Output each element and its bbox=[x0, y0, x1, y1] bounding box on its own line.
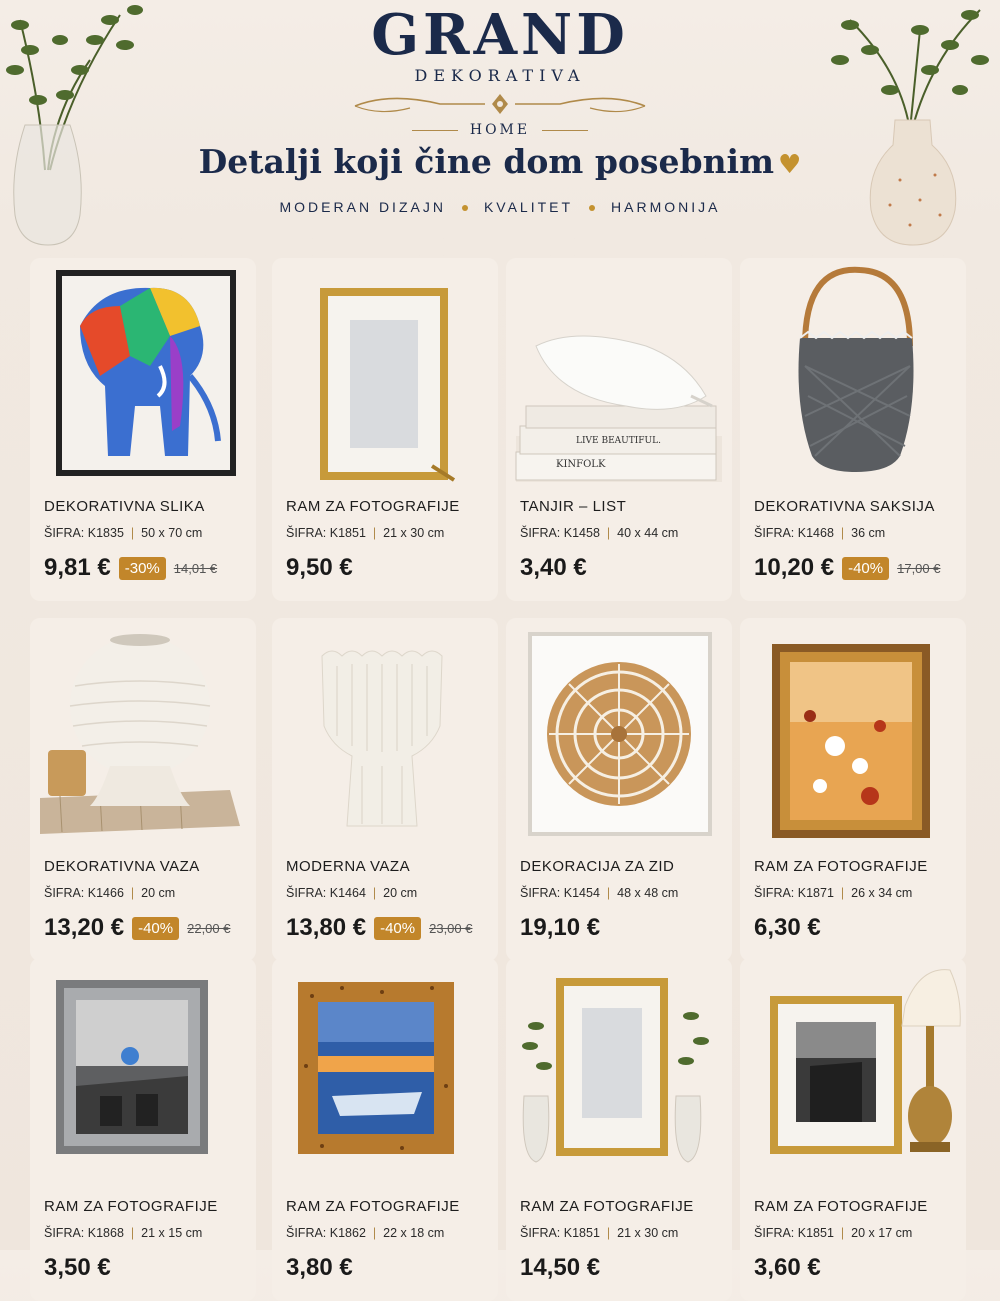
svg-text:LIVE BEAUTIFUL.: LIVE BEAUTIFUL. bbox=[576, 436, 661, 446]
ribbed-vase-image bbox=[282, 626, 488, 842]
gold-frame-plants-image bbox=[516, 966, 722, 1182]
elephant-painting-image bbox=[40, 266, 246, 482]
price-line bbox=[754, 1254, 821, 1282]
product-price: 9,50 € bbox=[286, 554, 353, 581]
product-price: 14,50 € bbox=[520, 1254, 601, 1281]
product-card[interactable] bbox=[506, 258, 732, 601]
product-name: TANJIR – LIST bbox=[520, 498, 627, 515]
leaf-plate-image bbox=[516, 266, 722, 482]
product-card[interactable] bbox=[272, 958, 498, 1301]
price-line bbox=[520, 554, 587, 582]
price-line bbox=[44, 1254, 111, 1282]
product-meta: ŠIFRA: K1871 | 26 x 34 cm bbox=[754, 886, 913, 900]
brand-logo: GRAND bbox=[371, 2, 629, 68]
product-card[interactable] bbox=[272, 618, 498, 961]
product-meta: ŠIFRA: K1468 | 36 cm bbox=[754, 526, 886, 540]
product-price: 3,50 € bbox=[44, 1254, 111, 1281]
brand-values: MODERAN DIZAJN KVALITET HARMONIJA bbox=[279, 199, 721, 215]
product-card[interactable] bbox=[740, 618, 966, 961]
product-price: 13,80 € bbox=[286, 914, 367, 941]
product-meta: ŠIFRA: K1862 | 22 x 18 cm bbox=[286, 1226, 445, 1240]
product-card[interactable] bbox=[740, 258, 966, 601]
product-name: DEKORATIVNA SLIKA bbox=[44, 498, 205, 515]
gold-frame-image bbox=[282, 266, 488, 482]
price-line bbox=[286, 554, 353, 582]
product-meta: ŠIFRA: K1466 | 20 cm bbox=[44, 886, 176, 900]
header bbox=[0, 0, 1000, 250]
tagline: Detalji koji čine dom posebnim ♥ bbox=[198, 142, 802, 181]
product-price: 9,81 € bbox=[44, 554, 111, 581]
product-card[interactable] bbox=[30, 618, 256, 961]
flower-frame-image bbox=[750, 626, 956, 842]
product-name: RAM ZA FOTOGRAFIJE bbox=[286, 1198, 460, 1215]
product-name: DEKORATIVNA SAKSIJA bbox=[754, 498, 935, 515]
price-line bbox=[44, 914, 230, 942]
discount-badge: -40% bbox=[842, 557, 889, 580]
product-card[interactable] bbox=[740, 958, 966, 1301]
product-price: 6,30 € bbox=[754, 914, 821, 941]
product-price: 3,80 € bbox=[286, 1254, 353, 1281]
product-meta: ŠIFRA: K1458 | 40 x 44 cm bbox=[520, 526, 679, 540]
product-meta: ŠIFRA: K1851 | 21 x 30 cm bbox=[286, 526, 445, 540]
old-price: 22,00 € bbox=[187, 920, 231, 936]
home-label: HOME bbox=[0, 122, 1000, 138]
product-name: DEKORACIJA ZA ZID bbox=[520, 858, 675, 875]
svg-text:KINFOLK: KINFOLK bbox=[556, 459, 606, 470]
product-card[interactable] bbox=[506, 618, 732, 961]
price-line bbox=[286, 914, 472, 942]
silver-frame-image bbox=[40, 966, 246, 1182]
product-card[interactable] bbox=[30, 958, 256, 1301]
product-name: RAM ZA FOTOGRAFIJE bbox=[286, 498, 460, 515]
price-line bbox=[520, 914, 600, 942]
product-meta: ŠIFRA: K1454 | 48 x 48 cm bbox=[520, 886, 679, 900]
product-name: RAM ZA FOTOGRAFIJE bbox=[44, 1198, 218, 1215]
product-meta: ŠIFRA: K1868 | 21 x 15 cm bbox=[44, 1226, 203, 1240]
old-price: 14,01 € bbox=[173, 560, 218, 576]
product-name: RAM ZA FOTOGRAFIJE bbox=[754, 1198, 928, 1215]
mandala-wall-art-image bbox=[516, 626, 722, 842]
product-card[interactable] bbox=[30, 258, 256, 601]
product-name: RAM ZA FOTOGRAFIJE bbox=[754, 858, 928, 875]
product-meta: ŠIFRA: K1464 | 20 cm bbox=[286, 886, 418, 900]
price-line bbox=[520, 1254, 600, 1282]
product-card[interactable] bbox=[506, 958, 732, 1301]
round-vase-image bbox=[40, 626, 246, 842]
grey-basket-image bbox=[750, 266, 956, 482]
price-line bbox=[44, 554, 217, 582]
product-name: DEKORATIVNA VAZA bbox=[44, 858, 200, 875]
product-name: MODERNA VAZA bbox=[286, 858, 411, 875]
product-price: 3,40 € bbox=[520, 554, 587, 581]
brand-subtitle: DEKORATIVA bbox=[414, 66, 586, 85]
old-price: 17,00 € bbox=[897, 560, 941, 576]
price-line bbox=[754, 914, 821, 942]
product-price: 10,20 € bbox=[754, 554, 835, 581]
product-name: RAM ZA FOTOGRAFIJE bbox=[520, 1198, 694, 1215]
product-price: 19,10 € bbox=[520, 914, 601, 941]
product-price: 3,60 € bbox=[754, 1254, 821, 1281]
discount-badge: -40% bbox=[132, 917, 179, 940]
boat-frame-image bbox=[282, 966, 488, 1182]
price-line bbox=[754, 554, 940, 582]
discount-badge: -30% bbox=[119, 557, 166, 580]
product-meta: ŠIFRA: K1851 | 21 x 30 cm bbox=[520, 1226, 679, 1240]
heart-icon: ♥ bbox=[778, 150, 802, 180]
old-price: 23,00 € bbox=[429, 920, 473, 936]
product-meta: ŠIFRA: K1835 | 50 x 70 cm bbox=[44, 526, 203, 540]
discount-badge: -40% bbox=[374, 917, 421, 940]
ornament-divider-icon bbox=[350, 92, 650, 120]
product-price: 13,20 € bbox=[44, 914, 125, 941]
price-line bbox=[286, 1254, 353, 1282]
product-meta: ŠIFRA: K1851 | 20 x 17 cm bbox=[754, 1226, 913, 1240]
frame-with-lamp-image bbox=[750, 966, 956, 1182]
product-card[interactable] bbox=[272, 258, 498, 601]
